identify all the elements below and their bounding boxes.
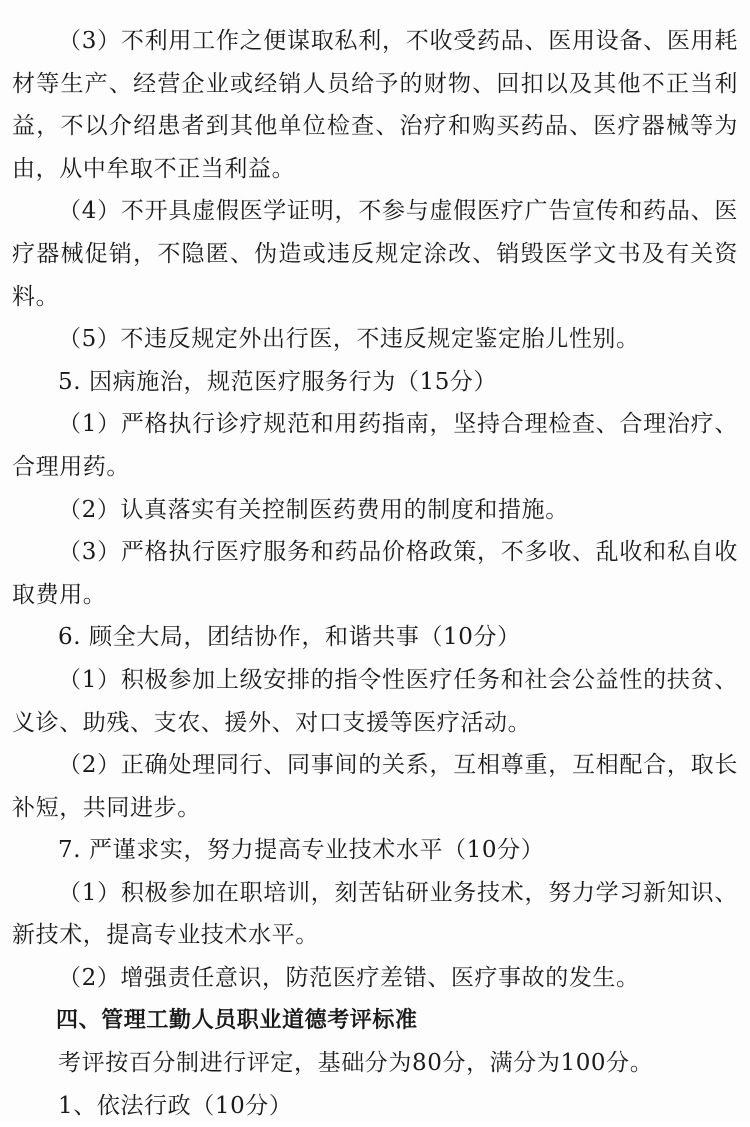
clause-5-no-illegal-practice: （5）不违反规定外出行医，不违反规定鉴定胎儿性别。 — [58, 326, 640, 353]
section-5-clause-3: （3）严格执行医疗服务和药品价格政策，不多收、乱收和私自收取费用。 — [12, 539, 738, 608]
scoring-rule: 考评按百分制进行评定，基础分为80分，满分为100分。 — [58, 1050, 654, 1077]
section-6-clause-2: （2）正确处理同行、同事间的关系，互相尊重，互相配合，取长补短，共同进步。 — [12, 752, 738, 821]
section-6-clause-1: （1）积极参加上级安排的指令性医疗任务和社会公益性的扶贫、义诊、助残、支农、援外、对口支援等医疗活动。 — [12, 666, 738, 736]
document-body — [12, 20, 738, 1127]
chapter-4-heading: 四、管理工勤人员职业道德考评标准 — [56, 1007, 418, 1033]
clause-4-no-false-certificates: （4）不开具虚假医学证明，不参与虚假医疗广告宣传和药品、医疗器械促销，不隐匿、伪造或违反规定涂改、销毁医学文书及有关资料。 — [12, 198, 738, 310]
section-5-clause-1: （1）严格执行诊疗规范和用药指南，坚持合理检查、合理治疗、合理用药。 — [12, 411, 738, 480]
section-7-clause-1: （1）积极参加在职培训，刻苦钻研业务技术，努力学习新知识、新技术，提高专业技术水平。 — [12, 879, 738, 949]
section-6-title: 6. 顾全大局，团结协作，和谐共事（10分） — [58, 624, 521, 651]
clause-3-no-private-gain: （3）不利用工作之便谋取私利，不收受药品、医用设备、医用耗材等生产、经营企业或经销人员给予的财物、回扣以及其他不正当利益，不以介绍患者到其他单位检查、治疗和购买药品、医疗器械等为由，从中牟取不正当利益。 — [12, 28, 738, 182]
item-1-law-based-admin: 1、依法行政（10分） — [58, 1092, 293, 1119]
section-5-title: 5. 因病施治，规范医疗服务行为（15分） — [58, 368, 498, 395]
section-7-title: 7. 严谨求实，努力提高专业技术水平（10分） — [58, 837, 545, 864]
section-7-clause-2: （2）增强责任意识，防范医疗差错、医疗事故的发生。 — [58, 965, 640, 992]
section-5-clause-2: （2）认真落实有关控制医药费用的制度和措施。 — [58, 496, 569, 523]
